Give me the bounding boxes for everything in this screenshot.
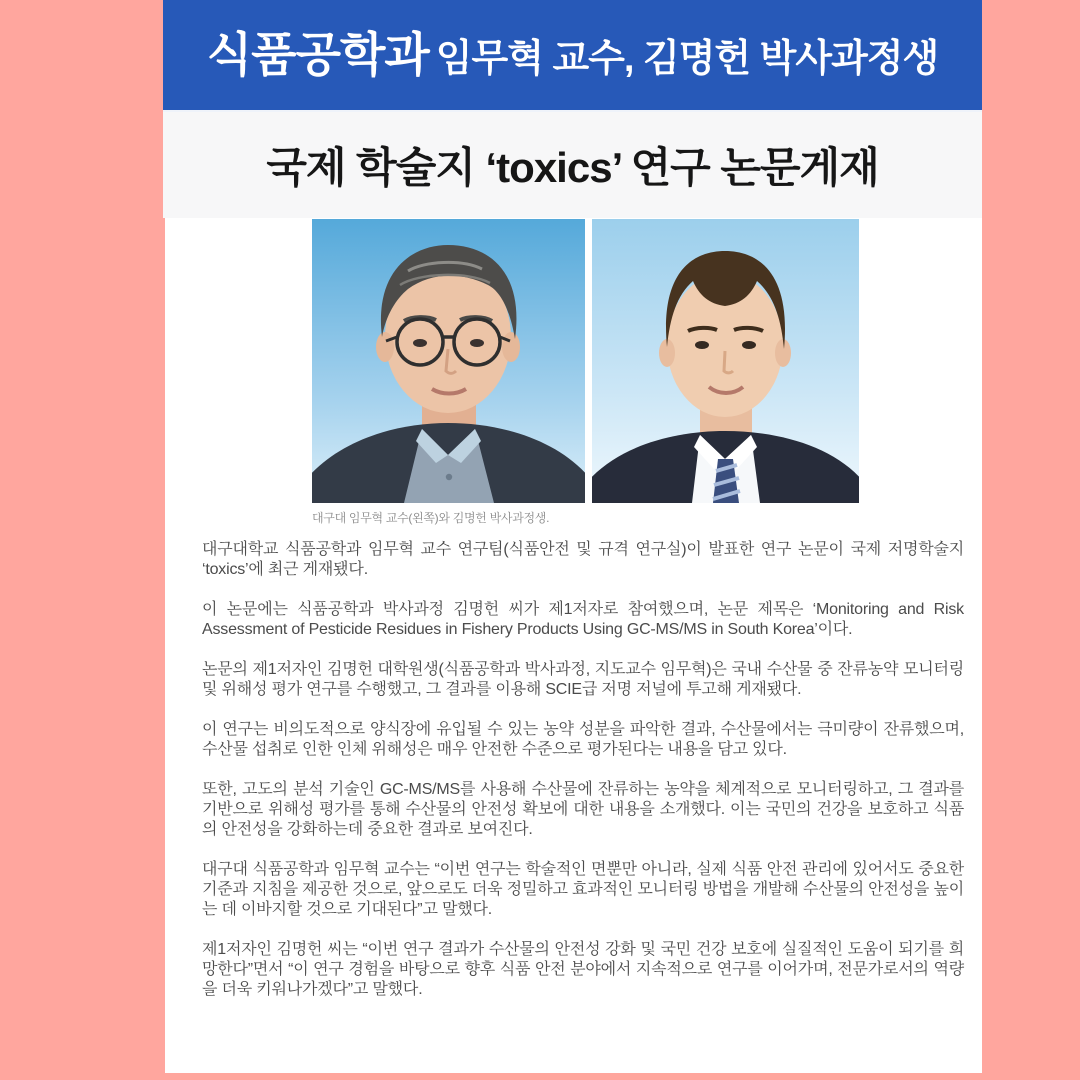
paragraph: 대구대 식품공학과 임무혁 교수는 “이번 연구는 학술적인 면뿐만 아니라, 실제 식품 안전 관리에 있어서도 중요한 기준과 지침을 제공한 것으로, 앞으로도 더욱 정밀하고 효과적인 모니터링 방법을 개발해 수산물의 안전성을 높이는 데 이바지할 것으로 기대된다”고 말했다. bbox=[202, 861, 964, 918]
paragraph: 이 논문에는 식품공학과 박사과정 김명헌 씨가 제1저자로 참여했으며, 논문 제목은 ‘Monitoring and Risk Assessment of Pesticide Residues in Fishery Products Using GC-MS/MS in South Korea’이다. bbox=[202, 601, 964, 638]
professor-portrait-illustration bbox=[312, 219, 585, 503]
professor-photo bbox=[312, 219, 585, 503]
photo-caption: 대구대 임무혁 교수(왼쪽)와 김명헌 박사과정생. bbox=[312, 511, 550, 525]
paragraph: 또한, 고도의 분석 기술인 GC-MS/MS를 사용해 수산물에 잔류하는 농약을 체계적으로 모니터링하고, 그 결과를 기반으로 위해성 평가를 통해 수산물의 안전성 확보에 대한 내용을 소개했다. 이는 국민의 건강을 보호하고 식품의 안전성을 강화하는데 중요한 결과로 보여진다. bbox=[202, 781, 964, 838]
headline-band bbox=[163, 110, 982, 218]
department-banner bbox=[163, 0, 982, 110]
article-body bbox=[202, 540, 964, 1020]
paragraph: 제1저자인 김명헌 씨는 “이번 연구 결과가 수산물의 안전성 강화 및 국민 건강 보호에 실질적인 도움이 되기를 희망한다”면서 “이 연구 경험을 바탕으로 향후 식품 안전 분야에서 지속적으로 연구를 이어가며, 전문가로서의 역량을 더욱 키워나가겠다”고 말했다. bbox=[202, 941, 964, 998]
paragraph: 이 연구는 비의도적으로 양식장에 유입될 수 있는 농약 성분을 파악한 결과, 수산물에서는 극미량이 잔류했으며, 수산물 섭취로 인한 인체 위해성은 매우 안전한 수준으로 평가된다는 내용을 담고 있다. bbox=[202, 721, 964, 758]
paragraph: 논문의 제1저자인 김명헌 대학원생(식품공학과 박사과정, 지도교수 임무혁)은 국내 수산물 중 잔류농약 모니터링 및 위해성 평가 연구를 수행했고, 그 결과를 이용해 SCIE급 저명 저널에 투고해 게재됐다. bbox=[202, 661, 964, 698]
researcher-names: 임무혁 교수, 김명헌 박사과정생 bbox=[435, 38, 939, 80]
headline: 국제 학술지 ‘toxics’ 연구 논문게재 bbox=[266, 144, 879, 191]
article-sheet bbox=[165, 218, 982, 1073]
student-photo bbox=[592, 219, 859, 503]
student-portrait-illustration bbox=[592, 219, 859, 503]
department-name: 식품공학과 bbox=[206, 28, 429, 81]
paragraph: 대구대학교 식품공학과 임무혁 교수 연구팀(식품안전 및 규격 연구실)이 발표한 연구 논문이 국제 저명학술지 ‘toxics’에 최근 게재됐다. bbox=[202, 541, 964, 578]
